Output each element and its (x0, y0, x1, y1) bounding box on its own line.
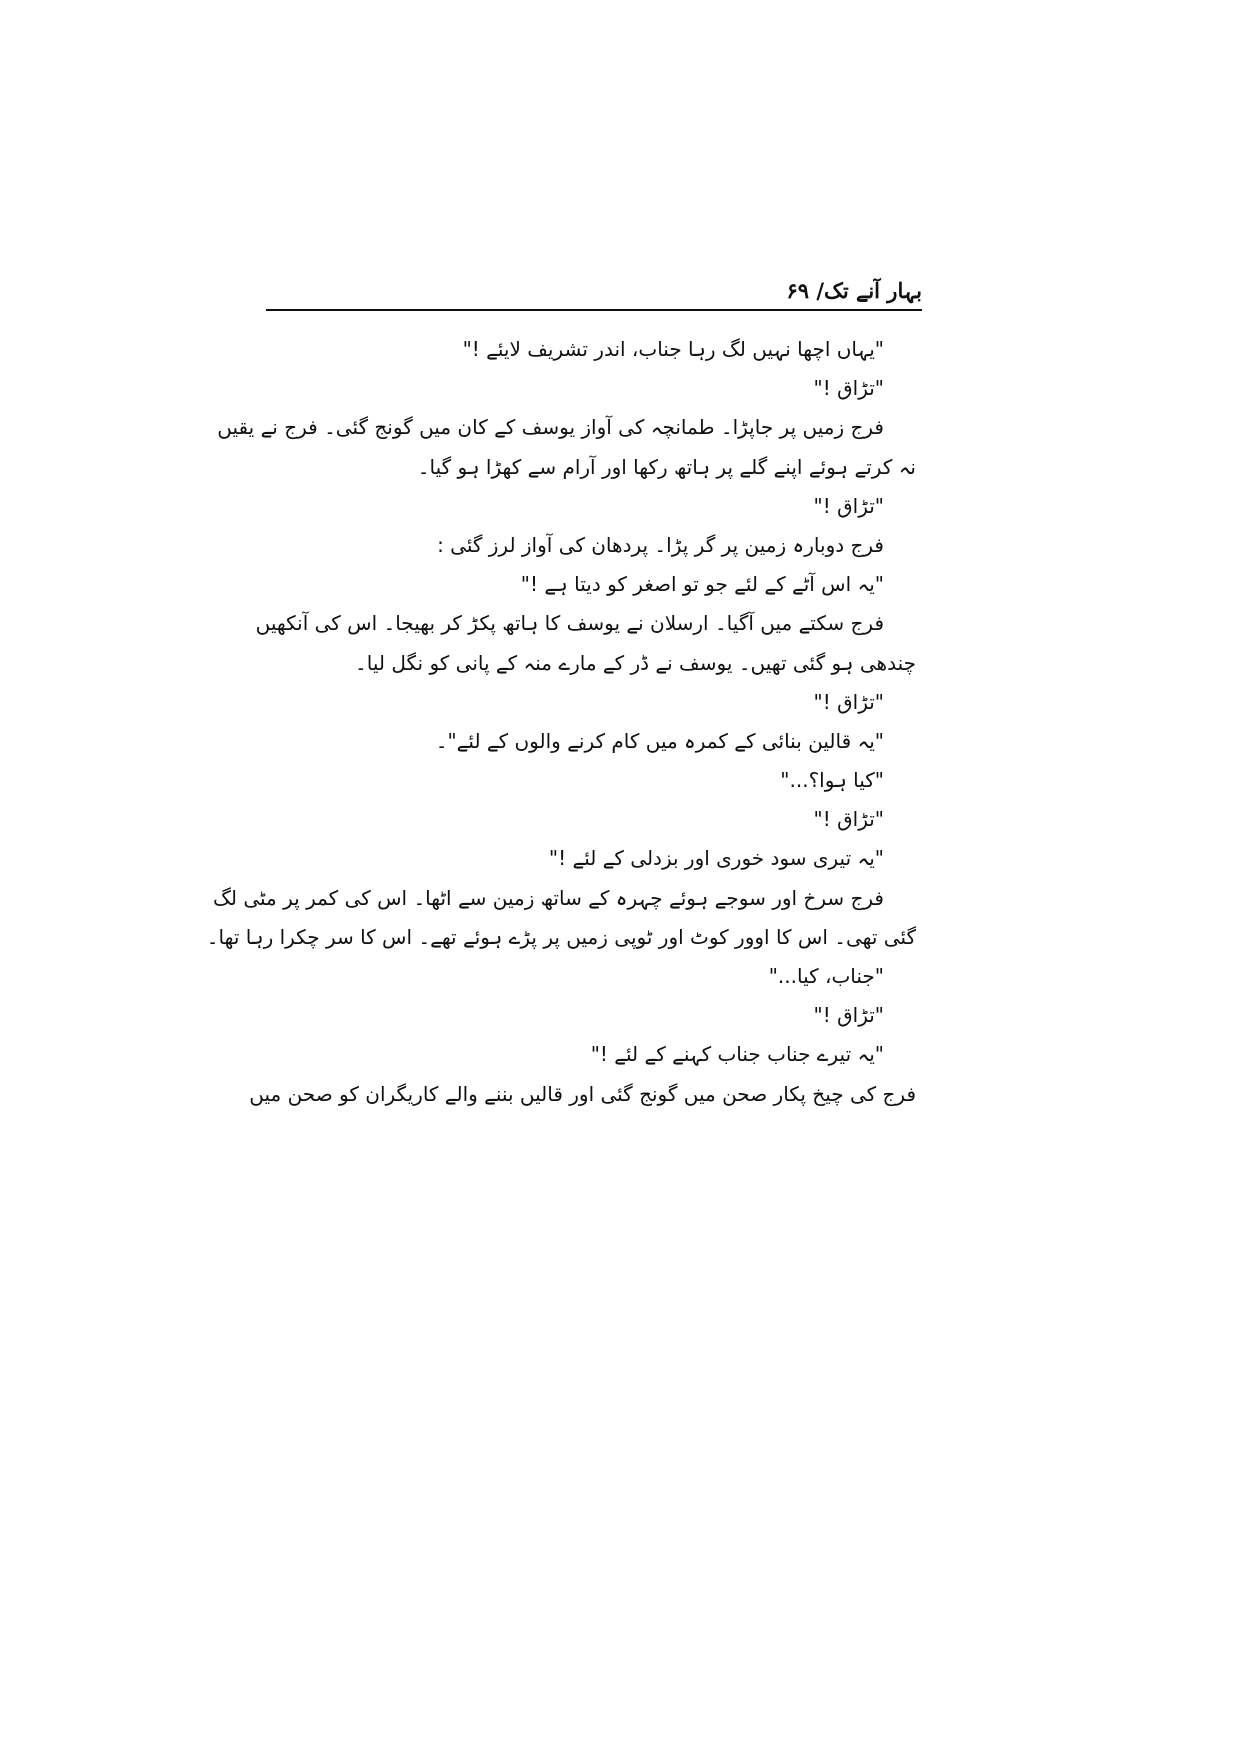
text-line: فرج زمیں پر جاپڑا۔ طمانچہ کی آواز یوسف کے کان میں گونج گئی۔ فرج نے یقیں (217, 415, 884, 440)
text-line: فرج دوبارہ زمین پر گر پڑا۔ پردھان کی آواز لرز گئی : (437, 532, 884, 557)
text-line: فرج کی چیخ پکار صحن میں گونج گئی اور قالیں بننے والے کاریگران کو صحن میں (249, 1081, 916, 1106)
text-line: "جناب، کیا..." (768, 964, 884, 988)
text-line: گئی تھی۔ اس کا اوور کوٹ اور ٹوپی زمیں پر پڑے ہوئے تھے۔ اس کا سر چکرا رہا تھا۔ (206, 924, 916, 949)
text-line: "تڑاق !" (813, 1003, 884, 1028)
header-rule (266, 309, 922, 311)
text-line: فرج سرخ اور سوجے ہوئے چہرہ کے ساتھ زمین سے اٹھا۔ اس کی کمر پر مٹی لگ (213, 885, 884, 910)
body-text (206, 330, 916, 1114)
text-line: چندھی ہو گئی تھیں۔ یوسف نے ڈر کے مارے منہ کے پانی کو نگل لیا۔ (355, 650, 916, 675)
text-line: "یہ تیرے جناب جناب کہنے کے لئے !" (590, 1042, 884, 1067)
text-line: "تڑاق !" (813, 493, 884, 518)
text-line: "یہاں اچھا نہیں لگ رہا جناب، اندر تشریف لایئے !" (462, 337, 884, 361)
text-line: فرج سکتے میں آگیا۔ ارسلان نے یوسف کا ہاتھ پکڑ کر بھیجا۔ اس کی آنکھیں (255, 611, 884, 636)
text-line: "تڑاق !" (813, 689, 884, 714)
text-line: "کیا ہوا؟..." (780, 768, 884, 793)
running-head: بہار آنے تک/ ۶۹ (786, 278, 922, 303)
text-line: "تڑاق !" (813, 376, 884, 401)
text-line: "یہ قالین بنائی کے کمرہ میں کام کرنے والوں کے لئے"۔ (435, 728, 884, 753)
text-line: "تڑاق !" (813, 807, 884, 832)
text-line: "یہ تیری سود خوری اور بزدلی کے لئے !" (548, 846, 884, 871)
text-line: نہ کرتے ہوئے اپنے گلے پر ہاتھ رکھا اور آرام سے کھڑا ہو گیا۔ (417, 454, 916, 479)
text-line: "یہ اس آٹے کے لئے جو تو اصغر کو دیتا ہے !" (520, 572, 884, 597)
